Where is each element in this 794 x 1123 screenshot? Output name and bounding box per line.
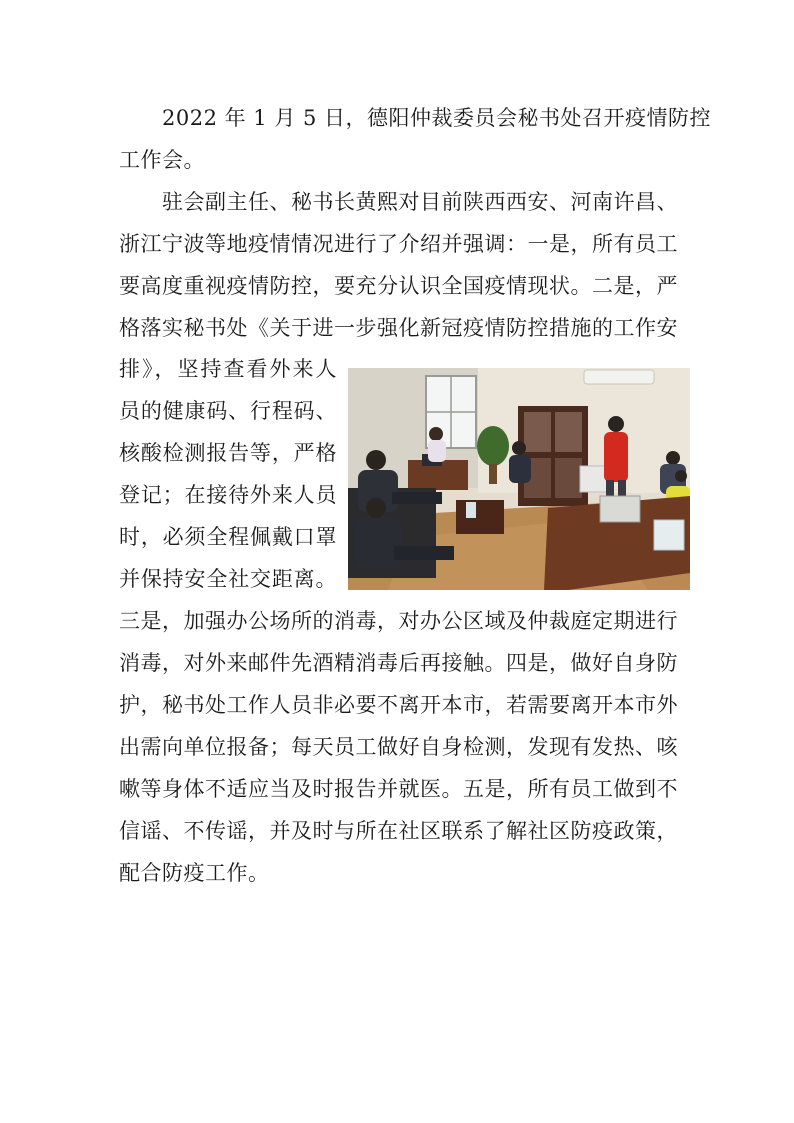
meeting-photo-illustration — [348, 368, 690, 590]
text-line: 配合防疫工作。 — [119, 861, 270, 885]
text-line: 并保持安全社交距离。 — [119, 567, 337, 591]
text-line: 员的健康码、行程码、 — [119, 399, 337, 423]
text-line: 2022 年 1 月 5 日，德阳仲裁委员会秘书处召开疫情防控 — [162, 106, 712, 130]
text-line: 驻会副主任、秘书长黄熙对目前陕西西安、河南许昌、 — [162, 190, 678, 214]
text-line: 工作会。 — [119, 148, 205, 172]
text-line: 登记；在接待外来人员 — [119, 483, 337, 507]
text-line: 出需向单位报备；每天员工做好自身检测，发现有发热、咳 — [119, 735, 678, 759]
text-line: 护，秘书处工作人员非必要不离开本市，若需要离开本市外 — [119, 693, 678, 717]
text-line: 要高度重视疫情防控，要充分认识全国疫情现状。二是，严 — [119, 274, 678, 298]
text-line: 消毒，对外来邮件先酒精消毒后再接触。四是，做好自身防 — [119, 651, 678, 675]
text-line: 核酸检测报告等，严格 — [119, 441, 337, 465]
text-line: 格落实秘书处《关于进一步强化新冠疫情防控措施的工作安 — [119, 316, 678, 340]
meeting-room-photo — [348, 368, 690, 590]
text-line: 三是，加强办公场所的消毒，对办公区域及仲裁庭定期进行 — [119, 609, 678, 633]
text-line: 时，必须全程佩戴口罩 — [119, 525, 337, 549]
text-line: 浙江宁波等地疫情情况进行了介绍并强调：一是，所有员工 — [119, 232, 678, 256]
text-line: 嗽等身体不适应当及时报告并就医。五是，所有员工做到不 — [119, 777, 678, 801]
text-line: 信谣、不传谣，并及时与所在社区联系了解社区防疫政策， — [119, 819, 678, 843]
text-line: 排》，坚持查看外来人 — [119, 357, 337, 381]
